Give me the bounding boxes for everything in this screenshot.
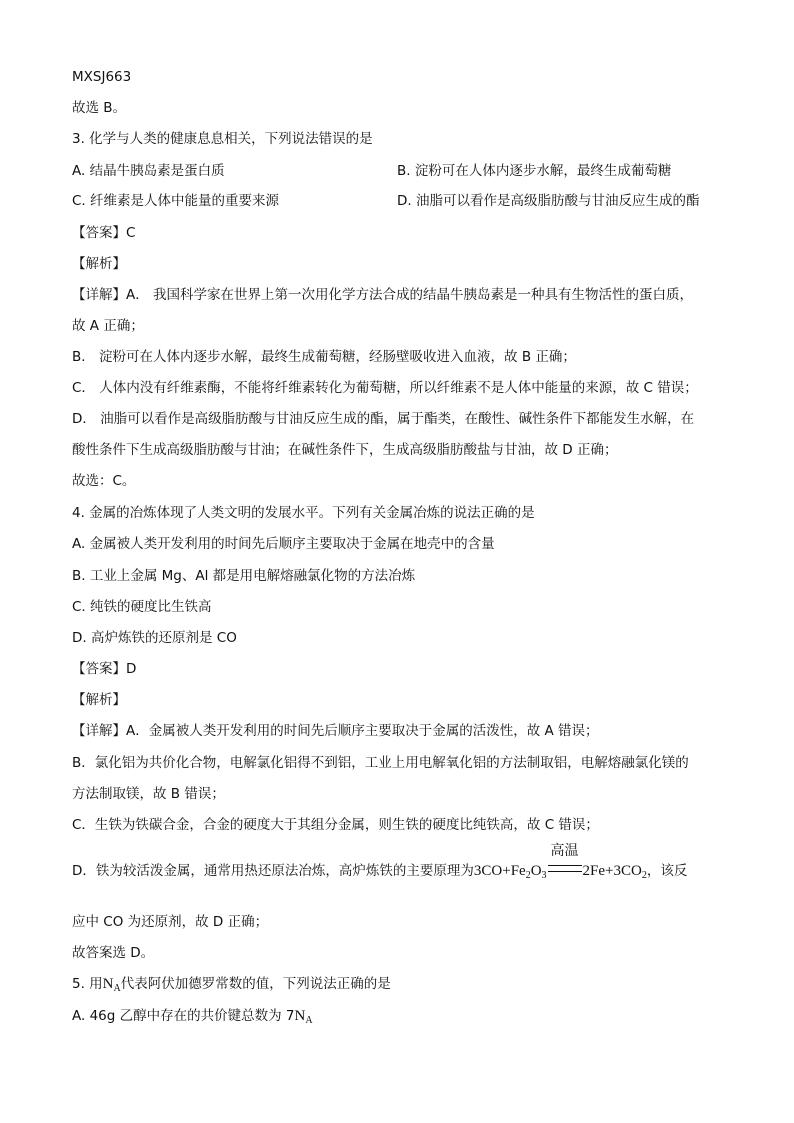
q5-stem <box>72 975 391 993</box>
q4-detail-2b: 方法制取镁，故 B 错误； <box>72 786 225 802</box>
q4-detail-3: C．生铁为铁碳合金，合金的硬度大于其组分金属，则生铁的硬度比纯铁高，故 C 错误； <box>72 817 599 833</box>
q4-conclusion: 故答案选 D。 <box>72 945 155 961</box>
q4-detail-4-post: ，该反 <box>646 863 688 879</box>
avogadro-symbol-a <box>295 1008 313 1024</box>
q3-option-a: A. 结晶牛胰岛素是蛋白质 <box>72 163 225 179</box>
eq-right-sub: 2 <box>641 870 647 881</box>
q3-analysis-label: 【解析】 <box>72 256 126 272</box>
q3-detail-2: B． 淀粉可在人体内逐步水解，最终生成葡萄糖，经肠壁吸收进入血液，故 B 正确； <box>72 349 576 365</box>
q4-option-b: B. 工业上金属 Mg、Al 都是用电解熔融氯化物的方法冶炼 <box>72 568 416 584</box>
q4-detail-4-pre: D．铁为较活泼金属，通常用热还原法冶炼，高炉炼铁的主要原理为 <box>72 863 474 879</box>
header-code: MXSJ663 <box>72 69 132 85</box>
double-line-arrow-icon <box>548 865 582 872</box>
q4-detail-2a: B．氯化铝为共价化合物，电解氯化铝得不到铝，工业上用电解氧化铝的方法制取铝，电解熔融氯化镁的 <box>72 755 689 771</box>
previous-conclusion: 故选 B。 <box>72 100 127 116</box>
q5-option-a-pre: A. 46g 乙醇中存在的共价键总数为 7 <box>72 1008 295 1024</box>
q5-stem-pre: 5. 用 <box>72 976 103 992</box>
na-main: N <box>102 976 114 992</box>
na-sub: A <box>113 983 121 994</box>
q3-detail-4b: 酸性条件下生成高级脂肪酸与甘油；在碱性条件下，生成高级脂肪酸盐与甘油，故 D 正确； <box>72 442 618 458</box>
q3-detail-3: C． 人体内没有纤维素酶，不能将纤维素转化为葡萄糖，所以纤维素不是人体中能量的来源，故 C 错误； <box>72 380 698 396</box>
q3-option-d: D. 油脂可以看作是高级脂肪酸与甘油反应生成的酯 <box>397 193 700 209</box>
q3-answer: 【答案】C <box>72 225 136 241</box>
eq-left-sub1: 2 <box>525 870 531 881</box>
q3-detail-4a: D． 油脂可以看作是高级脂肪酸与甘油反应生成的酯，属于酯类，在酸性、碱性条件下都能发生水解，在 <box>72 411 695 427</box>
eq-left-sub2: 3 <box>541 870 547 881</box>
equation-arrow-group <box>547 844 583 880</box>
chemical-equation <box>473 844 647 881</box>
q4-stem: 4. 金属的冶炼体现了人类文明的发展水平。下列有关金属冶炼的说法正确的是 <box>72 505 535 521</box>
q3-conclusion: 故选：C。 <box>72 473 136 489</box>
q4-detail-4 <box>72 844 688 881</box>
eq-left-2: O <box>530 863 542 879</box>
q4-answer: 【答案】D <box>72 661 137 677</box>
q5-stem-post: 代表阿伏加德罗常数的值，下列说法正确的是 <box>120 976 391 992</box>
eq-right-1: 2Fe+3CO <box>582 863 642 879</box>
q3-option-b: B. 淀粉可在人体内逐步水解，最终生成葡萄糖 <box>397 163 672 179</box>
q4-detail-4b: 应中 CO 为还原剂，故 D 正确； <box>72 914 269 930</box>
q3-option-c: C. 纤维素是人体中能量的重要来源 <box>72 193 280 209</box>
q3-detail-1a: 【详解】A． 我国科学家在世界上第一次用化学方法合成的结晶牛胰岛素是一种具有生物活性的蛋白质， <box>72 287 694 303</box>
q4-option-d: D. 高炉炼铁的还原剂是 CO <box>72 630 237 646</box>
reaction-condition: 高温 <box>550 844 579 859</box>
q3-detail-1b: 故 A 正确； <box>72 318 144 334</box>
eq-left-1: 3CO+Fe <box>473 863 526 879</box>
na-sub-a: A <box>305 1015 313 1026</box>
q4-option-c: C. 纯铁的硬度比生铁高 <box>72 599 212 615</box>
avogadro-symbol <box>103 976 121 992</box>
q4-option-a: A. 金属被人类开发利用的时间先后顺序主要取决于金属在地壳中的含量 <box>72 536 495 552</box>
na-main-a: N <box>294 1008 306 1024</box>
q4-detail-1: 【详解】A．金属被人类开发利用的时间先后顺序主要取决于金属的活泼性，故 A 错误； <box>72 723 599 739</box>
q3-stem: 3. 化学与人类的健康息息相关，下列说法错误的是 <box>72 131 373 147</box>
q4-analysis-label: 【解析】 <box>72 692 126 708</box>
q5-option-a <box>72 1007 313 1025</box>
